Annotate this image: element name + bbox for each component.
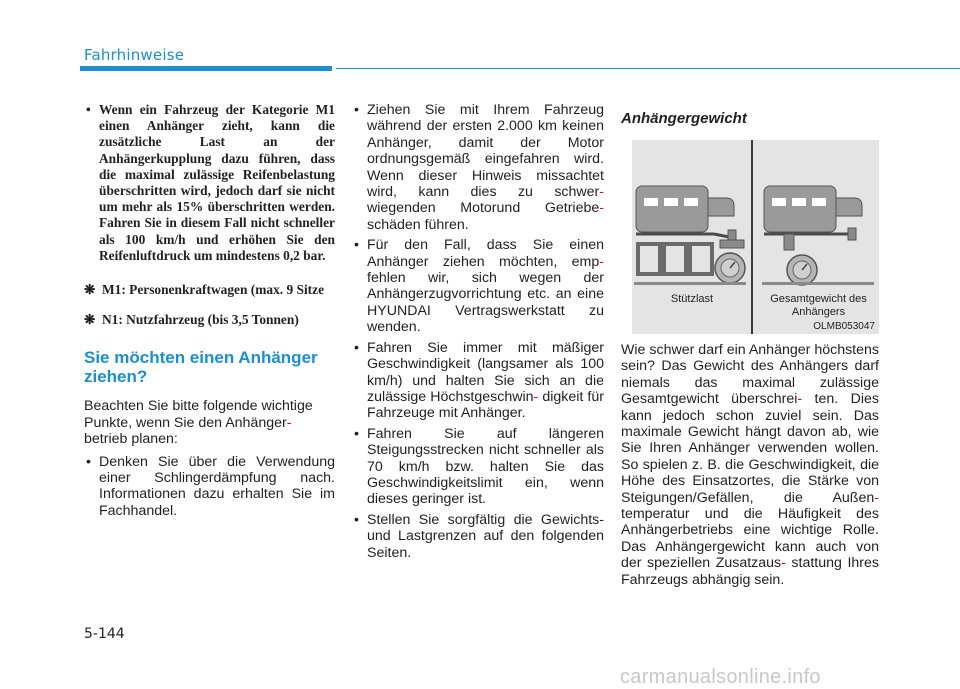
- watermark: carmanualsonline.info: [620, 666, 821, 688]
- bullet-speed: • Fahren Sie immer mit mäßiger Geschwindigkeit (langsamer als 100 km/h) und halten Sie sich an die zulässige Höchstgeschwin- digkeit für Fahrzeuge mit Anhänger.: [352, 340, 604, 422]
- bullet-incline: • Fahren Sie auf längeren Steigungsstrecken nicht schneller als 70 km/h bzw. halten Sie das Geschwindigkeitslimit ein, wenn dieses geringer ist.: [352, 426, 604, 508]
- figure-code: OLMB053047: [813, 321, 875, 332]
- column-1: [84, 102, 335, 519]
- trailer-weight-illustration: [632, 140, 879, 334]
- header-rule-thin: [336, 68, 960, 69]
- column-2: [352, 102, 604, 561]
- tongue-load-drawing: [634, 178, 746, 296]
- gross-weight-drawing: [762, 178, 874, 296]
- note-m1-text: M1: Personenkraftwagen (max. 9 Sitze: [102, 282, 325, 298]
- trailer-weight-paragraph: Wie schwer darf ein Anhänger höchstens sein? Das Gewicht des Anhängers darf niemals das maximal zulässige Gesamtgewicht überschrei- ten. Dies kann jedoch schon zuviel sein. Das maximale Gewicht hängt davon ab, wie Sie Ihren Anhänger verwenden wollen. So spielen z. B. die Geschwindigkeit, die Höhe des Einsatzortes, die Stärke von Steigungen/Gefällen, die Außen- temperatur und die Häufigkeit des Anhängerbetriebs eine wichtige Rolle. Das Anhängergewicht kann auch von der speziellen Zusatzaus- stattung Ihres Fahrzeugs abhängig sein.: [621, 342, 879, 588]
- heading-trailer-weight: Anhängergewicht: [621, 110, 747, 127]
- column-3: [621, 110, 879, 128]
- note-marker: ❋: [84, 312, 96, 328]
- note-marker: ❋: [84, 282, 96, 298]
- bullet-stabilizer: • Denken Sie über die Verwendung einer Schlingerdämpfung nach. Informationen dazu erhalten Sie im Fachhandel.: [84, 454, 335, 520]
- page-number: 5-144: [84, 626, 125, 642]
- figure-divider: [751, 140, 753, 334]
- header-rule-thick: [80, 66, 332, 71]
- note-n1-text: N1: Nutzfahrzeug (bis 3,5 Tonnen): [102, 312, 299, 328]
- caption-gross-weight: Gesamtgewicht des Anhängers: [770, 293, 867, 318]
- bullet-dealer: • Für den Fall, dass Sie einen Anhänger ziehen möchten, emp- fehlen wir, sich wegen der Anhängerzugvorrichtung etc. an eine HYUNDAI Vertragswerkstatt zu wenden.: [352, 237, 604, 335]
- note-n1: [84, 312, 335, 328]
- bullet-limits: • Stellen Sie sorgfältig die Gewichts- und Lastgrenzen auf den folgenden Seiten.: [352, 512, 604, 561]
- intro-paragraph: Beachten Sie bitte folgende wichtige Punkte, wenn Sie den Anhänger- betrieb planen:: [84, 398, 313, 448]
- bullet-m1-trailer: • Wenn ein Fahrzeug der Kategorie M1 einen Anhänger zieht, kann die zusätzliche Last an der Anhängerkupplung dazu führen, dass die maximal zulässige Reifenbelastung überschritten wird, jedoch darf sie nicht um mehr als 15% überschritten werden. Fahren Sie in diesem Fall nicht schneller als 100 km/h und erhöhen Sie den Reifenluftdruck um mindestens 0,2 bar.: [84, 102, 335, 264]
- section-title: Fahrhinweise: [84, 46, 185, 64]
- note-m1: [84, 282, 335, 298]
- caption-tongue-load: Stützlast: [670, 293, 714, 305]
- heading-trailer-towing: Sie möchten einen Anhänger ziehen?: [84, 348, 318, 387]
- bullet-break-in: • Ziehen Sie mit Ihrem Fahrzeug während der ersten 2.000 km keinen Anhänger, damit der Motor ordnungsgemäß eingefahren wird. Wenn dieser Hinweis missachtet wird, kann dies zu schwer- wiegenden Motorund Getriebe- schäden führen.: [352, 102, 604, 233]
